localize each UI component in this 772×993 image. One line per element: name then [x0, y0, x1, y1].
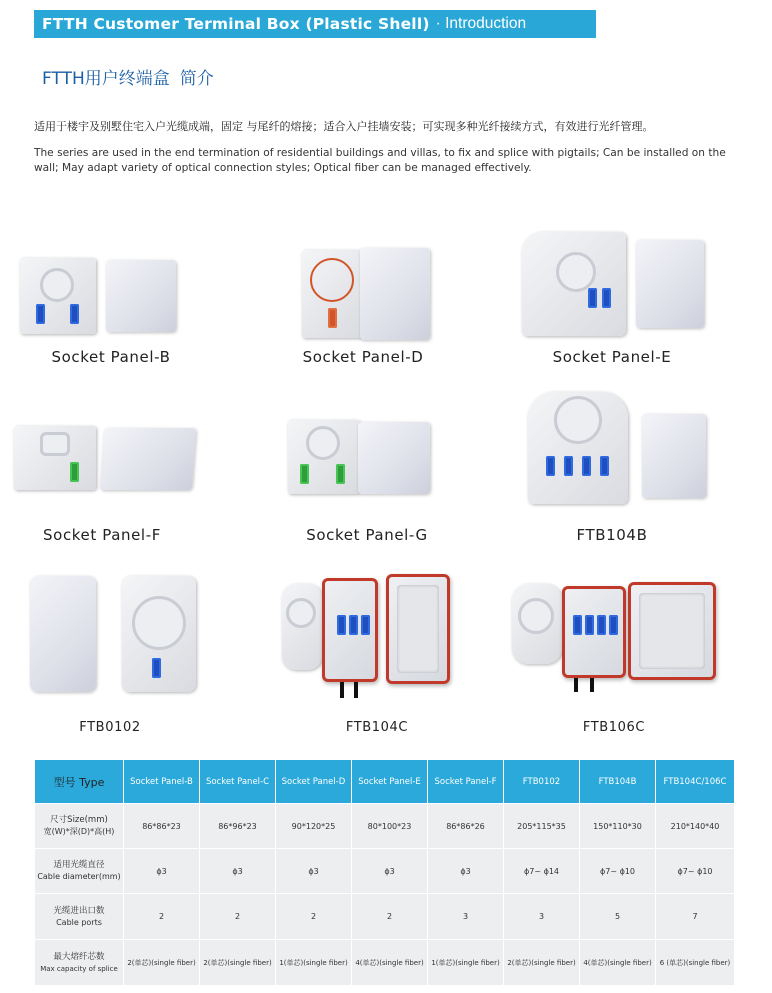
table-cell: ϕ3: [200, 849, 276, 894]
description-en: The series are used in the end termination of residential buildings and villas, to fix and splice with pigtails; Can be installed on the wall; May adapt variety of optical connection styles; Optical fiber can be managed effectively.: [34, 147, 726, 174]
product-image-socket-panel-b: [20, 258, 200, 338]
table-cell: ϕ3: [276, 849, 352, 894]
table-cell: 1(单芯)(single fiber): [428, 940, 504, 986]
table-cell: 7: [656, 894, 735, 940]
table-cell: ϕ7~ ϕ14: [504, 849, 580, 894]
table-cell: 150*110*30: [580, 804, 656, 849]
table-row-cable-ports: [35, 894, 735, 940]
product-image-ftb104c: [282, 574, 462, 698]
product-label-ftb104b: FTB104B: [576, 526, 648, 544]
column-header: FTB0102: [504, 760, 580, 804]
product-image-ftb104b: [528, 392, 718, 508]
table-header-row: [35, 760, 735, 804]
type-header: 型号 Type: [35, 760, 124, 804]
column-header: Socket Panel-D: [276, 760, 352, 804]
table-cell: 3: [428, 894, 504, 940]
table-cell: 2: [352, 894, 428, 940]
product-label-socket-panel-e: Socket Panel-E: [552, 348, 672, 366]
table-row-size: [35, 804, 735, 849]
row-header: [35, 940, 124, 986]
product-label-ftb106c: FTB106C: [582, 720, 646, 735]
product-label-socket-panel-g: Socket Panel-G: [306, 526, 428, 544]
table-row-splice-capacity: [35, 940, 735, 986]
table-row-cable-diameter: [35, 849, 735, 894]
product-label-socket-panel-f: Socket Panel-F: [43, 526, 161, 544]
banner-subtitle: · Introduction: [435, 15, 527, 32]
table-cell: ϕ3: [124, 849, 200, 894]
product-image-ftb0102: [30, 576, 200, 696]
table-cell: 4(单芯)(single fiber): [580, 940, 656, 986]
description-cn: 适用于楼宇及别墅住宅入户光缆成端，固定 与尾纤的熔接；适合入户挂墙安装；可实现多种光纤接续方式，有效进行光纤管理。: [34, 120, 654, 133]
product-image-socket-panel-g: [288, 420, 438, 500]
product-label-socket-panel-b: Socket Panel-B: [51, 348, 171, 366]
table-cell: 2(单芯)(single fiber): [504, 940, 580, 986]
table-cell: ϕ7~ ϕ10: [656, 849, 735, 894]
table-cell: 2(单芯)(single fiber): [124, 940, 200, 986]
column-header: FTB104B: [580, 760, 656, 804]
subtitle-cn: FTTH用户终端盒: [42, 69, 170, 89]
product-image-socket-panel-f: [14, 420, 194, 500]
product-label-ftb104c: FTB104C: [345, 720, 409, 735]
table-cell: 2: [200, 894, 276, 940]
banner-title: FTTH Customer Terminal Box (Plastic Shell): [42, 15, 430, 33]
column-header: Socket Panel-F: [428, 760, 504, 804]
row-header: [35, 804, 124, 849]
table-cell: 2: [124, 894, 200, 940]
table-cell: 86*96*23: [200, 804, 276, 849]
product-label-ftb0102: FTB0102: [79, 720, 141, 735]
product-label-socket-panel-d: Socket Panel-D: [302, 348, 424, 366]
table-cell: ϕ7~ ϕ10: [580, 849, 656, 894]
page-subtitle: [42, 64, 214, 89]
column-header: Socket Panel-E: [352, 760, 428, 804]
table-cell: ϕ3: [352, 849, 428, 894]
row-header-en: Max capacity of splice: [40, 964, 118, 973]
spec-table: [34, 759, 735, 986]
row-header: [35, 894, 124, 940]
column-header: FTB104C/106C: [656, 760, 735, 804]
table-cell: 205*115*35: [504, 804, 580, 849]
table-cell: 2: [276, 894, 352, 940]
table-cell: 5: [580, 894, 656, 940]
row-header-cn: 尺寸Size(mm): [50, 815, 108, 825]
table-cell: 86*86*26: [428, 804, 504, 849]
row-header-en: Cable diameter(mm): [37, 872, 121, 881]
product-image-ftb106c: [512, 580, 722, 692]
product-image-socket-panel-d: [302, 250, 432, 342]
table-cell: 90*120*25: [276, 804, 352, 849]
row-header-en: 宽(W)*深(D)*高(H): [43, 827, 115, 836]
table-cell: 4(单芯)(single fiber): [352, 940, 428, 986]
subtitle-cn-intro: 简介: [179, 69, 214, 89]
table-cell: 6 (单芯)(single fiber): [656, 940, 735, 986]
row-header: [35, 849, 124, 894]
row-header-en: Cable ports: [56, 917, 102, 927]
product-image-socket-panel-e: [522, 232, 712, 342]
column-header: Socket Panel-B: [124, 760, 200, 804]
table-cell: 86*86*23: [124, 804, 200, 849]
column-header: Socket Panel-C: [200, 760, 276, 804]
table-cell: 210*140*40: [656, 804, 735, 849]
table-cell: 80*100*23: [352, 804, 428, 849]
table-cell: 2(单芯)(single fiber): [200, 940, 276, 986]
row-header-cn: 最大熔纤芯数: [53, 951, 105, 962]
table-cell: ϕ3: [428, 849, 504, 894]
table-cell: 1(单芯)(single fiber): [276, 940, 352, 986]
row-header-cn: 光缆进出口数: [53, 905, 105, 916]
title-banner: [34, 10, 596, 38]
table-cell: 3: [504, 894, 580, 940]
row-header-cn: 适用光缆直径: [53, 860, 105, 870]
